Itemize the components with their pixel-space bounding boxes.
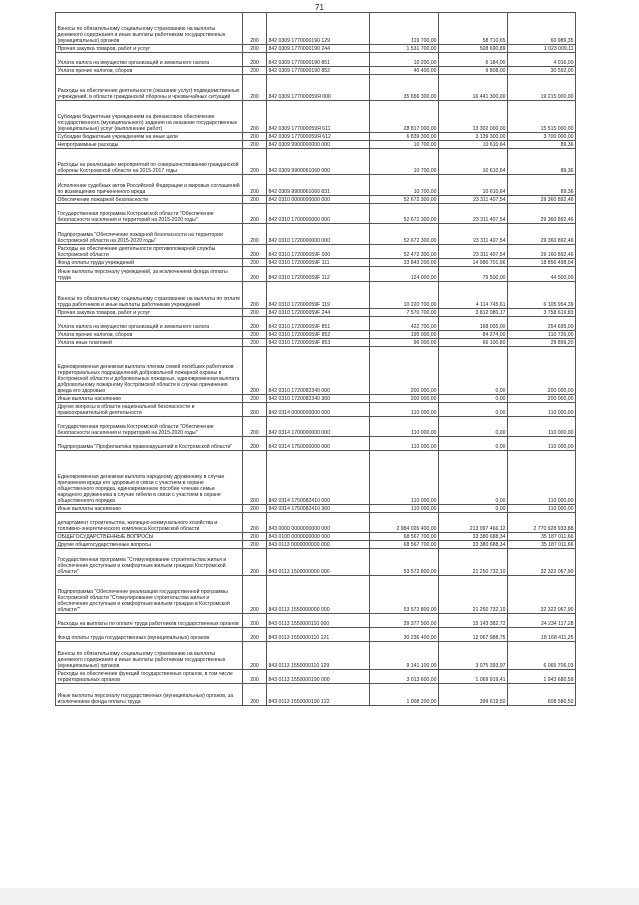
row-unexecuted-amount: 89,36	[508, 175, 576, 196]
row-classification-code: 842 0314 1750082410 360	[267, 505, 370, 513]
row-unexecuted-amount: 3 700 000,00	[508, 133, 576, 141]
row-unexecuted-amount: 200 000,00	[508, 395, 576, 403]
row-executed-amount: 33 380 688,34	[439, 533, 508, 541]
row-description: Подпрограмма "Профилактика правонарушений в Костромской области"	[56, 437, 243, 451]
row-approved-amount: 200 000,00	[370, 347, 439, 395]
table-row	[56, 505, 576, 513]
row-classification-code: 842 0310 1700000000 000	[267, 204, 370, 224]
row-classification-code: 842 0310 172000059F 119	[267, 282, 370, 309]
row-line-code: 200	[243, 642, 267, 670]
table-row	[56, 642, 576, 670]
row-classification-code: 842 0314 1700000000 000	[267, 417, 370, 437]
row-executed-amount: 10 610,64	[439, 149, 508, 175]
row-line-code: 200	[243, 417, 267, 437]
row-executed-amount: 3 139 300,00	[439, 133, 508, 141]
row-executed-amount: 9 808,00	[439, 67, 508, 75]
row-approved-amount: 68 567 700,00	[370, 541, 439, 549]
row-executed-amount: 66 100,80	[439, 339, 508, 347]
table-row	[56, 175, 576, 196]
row-description: Прочая закупка товаров, работ и услуг	[56, 309, 243, 317]
row-description: Субсидии бюджетным учреждениям на финансовое обеспечение государственного (муниципального) задания на оказание государственных (муниципальных) услуг (выполнение работ)	[56, 101, 243, 133]
row-classification-code: 842 0310 1720000000 000	[267, 224, 370, 245]
row-approved-amount: 124 000,00	[370, 267, 439, 282]
row-line-code: 200	[243, 282, 267, 309]
row-executed-amount: 168 005,00	[439, 317, 508, 331]
row-unexecuted-amount: 110 000,00	[508, 451, 576, 505]
row-executed-amount: 0,00	[439, 417, 508, 437]
row-classification-code: 843 0113 1550000110 121	[267, 628, 370, 642]
row-line-code: 200	[243, 259, 267, 267]
row-classification-code: 843 0100 0000000000 000	[267, 533, 370, 541]
row-classification-code: 842 0310 172000059F 244	[267, 309, 370, 317]
budget-table-container	[55, 12, 575, 706]
row-approved-amount: 1 531 700,00	[370, 45, 439, 53]
row-executed-amount: 13 302 000,00	[439, 101, 508, 133]
row-unexecuted-amount: 35 187 011,66	[508, 533, 576, 541]
row-unexecuted-amount: 35 187 011,66	[508, 541, 576, 549]
row-executed-amount: 21 250 732,10	[439, 549, 508, 576]
row-approved-amount: 3 013 600,00	[370, 670, 439, 684]
row-classification-code: 843 0113 1550000190 000	[267, 670, 370, 684]
row-description: Прочая закупка товаров, работ и услуг	[56, 45, 243, 53]
row-approved-amount: 30 236 400,00	[370, 628, 439, 642]
row-classification-code: 843 0113 1550000110 000	[267, 614, 370, 628]
row-description: Другие вопросы в области национальной безопасности и правоохранительной деятельности	[56, 403, 243, 417]
row-classification-code: 843 0113 1550000000 000	[267, 576, 370, 614]
table-row	[56, 267, 576, 282]
row-unexecuted-amount: 254 695,00	[508, 317, 576, 331]
table-row	[56, 101, 576, 133]
row-classification-code: 842 0310 172000059F 852	[267, 331, 370, 339]
row-approved-amount: 6 839 300,00	[370, 133, 439, 141]
row-classification-code: 843 0113 1550000110 129	[267, 642, 370, 670]
row-line-code: 200	[243, 141, 267, 149]
row-approved-amount: 96 000,00	[370, 339, 439, 347]
row-description: Взносы по обязательному социальному страхованию на выплаты по оплате труда работников и иные выплаты работникам учреждений	[56, 282, 243, 309]
row-line-code: 200	[243, 309, 267, 317]
row-classification-code: 842 0310 1720082340 000	[267, 347, 370, 395]
row-description: Государственная программа Костромской области "Обеспечение безопасности населения и территорий на 2015-2020 годы"	[56, 204, 243, 224]
table-row	[56, 670, 576, 684]
row-approved-amount: 52 672 300,00	[370, 224, 439, 245]
row-line-code: 200	[243, 403, 267, 417]
row-unexecuted-amount: 200 000,00	[508, 347, 576, 395]
row-executed-amount: 21 250 732,10	[439, 576, 508, 614]
row-executed-amount: 508 690,89	[439, 45, 508, 53]
row-executed-amount: 23 311 407,54	[439, 245, 508, 259]
row-unexecuted-amount: 110 000,00	[508, 437, 576, 451]
row-unexecuted-amount: 44 500,00	[508, 267, 576, 282]
row-description: Иные выплаты населению	[56, 505, 243, 513]
row-unexecuted-amount: 110 726,00	[508, 331, 576, 339]
row-executed-amount: 10 610,64	[439, 141, 508, 149]
row-description: Расходы на обеспечение функций государственных органов, в том числе территориальных органов	[56, 670, 243, 684]
table-row	[56, 513, 576, 533]
table-row	[56, 614, 576, 628]
row-description: Уплата налога на имущество организаций и земельного налога	[56, 53, 243, 67]
table-row	[56, 141, 576, 149]
row-unexecuted-amount: 29 360 892,46	[508, 204, 576, 224]
table-row	[56, 259, 576, 267]
scan-bottom-margin	[0, 888, 639, 905]
table-row	[56, 75, 576, 101]
row-description: Иные выплаты персоналу государственных (муниципальных) органов, за исключением фонда оплаты труда	[56, 684, 243, 706]
row-classification-code: 842 0310 0000000000 000	[267, 196, 370, 204]
row-approved-amount: 7 570 700,00	[370, 309, 439, 317]
row-classification-code: 843 0113 1550000190 122	[267, 684, 370, 706]
row-approved-amount: 110 000,00	[370, 505, 439, 513]
table-row	[56, 684, 576, 706]
row-description: Уплата иных платежей	[56, 339, 243, 347]
row-executed-amount: 23 311 407,54	[439, 196, 508, 204]
table-row	[56, 282, 576, 309]
row-approved-amount: 9 141 100,00	[370, 642, 439, 670]
row-unexecuted-amount: 60 989,35	[508, 13, 576, 45]
row-executed-amount: 14 986 701,96	[439, 259, 508, 267]
row-approved-amount: 110 000,00	[370, 417, 439, 437]
row-classification-code: 842 0314 1750000000 000	[267, 437, 370, 451]
row-executed-amount: 15 143 382,72	[439, 614, 508, 628]
row-approved-amount: 110 000,00	[370, 403, 439, 417]
row-line-code: 200	[243, 549, 267, 576]
row-executed-amount: 84 274,00	[439, 331, 508, 339]
table-row	[56, 317, 576, 331]
row-line-code: 200	[243, 245, 267, 259]
row-unexecuted-amount: 1 943 680,59	[508, 670, 576, 684]
row-executed-amount: 4 114 745,61	[439, 282, 508, 309]
row-classification-code: 842 0309 9900061060 831	[267, 175, 370, 196]
row-executed-amount: 6 184,00	[439, 53, 508, 67]
table-row	[56, 196, 576, 204]
row-classification-code: 843 0113 0000000000 000	[267, 541, 370, 549]
row-approved-amount: 2 984 026 400,00	[370, 513, 439, 533]
row-approved-amount: 40 400,00	[370, 67, 439, 75]
row-classification-code: 843 0000 0000000000 000	[267, 513, 370, 533]
row-approved-amount: 39 377 500,00	[370, 614, 439, 628]
row-line-code: 200	[243, 451, 267, 505]
row-executed-amount: 3 075 393,97	[439, 642, 508, 670]
row-unexecuted-amount: 3 758 619,83	[508, 309, 576, 317]
row-description: Расходы на обеспечение деятельности (оказание услуг) подведомственных учреждений, в области гражданской обороны и чрезвычайных ситуаций	[56, 75, 243, 101]
row-description: Подпрограмма "Обеспечение реализации государственной программы Костромской области "Стимулирование строительства жилья и обеспечение доступным и комфортным жильем граждан в Костромской области""	[56, 576, 243, 614]
row-description: Государственная программа "Стимулирование строительства жилья и обеспечение доступным и комфортным жильем граждан Костромской области"	[56, 549, 243, 576]
row-line-code: 200	[243, 684, 267, 706]
row-classification-code: 843 0113 1500000000 000	[267, 549, 370, 576]
row-approved-amount: 33 843 200,00	[370, 259, 439, 267]
table-row	[56, 451, 576, 505]
row-line-code: 200	[243, 576, 267, 614]
row-executed-amount: 58 710,65	[439, 13, 508, 45]
row-executed-amount: 23 311 407,54	[439, 204, 508, 224]
row-classification-code: 842 0309 1770000190 129	[267, 13, 370, 45]
row-classification-code: 842 0309 9900061060 000	[267, 149, 370, 175]
row-classification-code: 842 0310 172000059F 111	[267, 259, 370, 267]
row-line-code: 200	[243, 505, 267, 513]
row-description: Обеспечение пожарной безопасности	[56, 196, 243, 204]
row-approved-amount: 10 700,00	[370, 175, 439, 196]
row-line-code: 200	[243, 437, 267, 451]
row-unexecuted-amount: 110 000,00	[508, 403, 576, 417]
table-row	[56, 541, 576, 549]
row-line-code: 200	[243, 204, 267, 224]
row-executed-amount: 0,00	[439, 505, 508, 513]
row-unexecuted-amount: 110 000,00	[508, 417, 576, 437]
page-number: 71	[315, 3, 324, 12]
row-unexecuted-amount: 6 065 706,03	[508, 642, 576, 670]
row-line-code: 200	[243, 513, 267, 533]
row-description: Единовременная денежная выплата народному дружиннику в случае причинения вреда его здоровью в связи с участием в охране общественного порядка, единовременное пособие членам семьи народного дружинника в случае гибели в связи с участием в охране общественного порядка	[56, 451, 243, 505]
budget-execution-table	[55, 12, 576, 706]
row-unexecuted-amount: 19 215 000,00	[508, 75, 576, 101]
row-classification-code: 842 0309 177000059Я 612	[267, 133, 370, 141]
row-unexecuted-amount: 18 856 498,04	[508, 259, 576, 267]
row-description: Фонд оплаты труда учреждений	[56, 259, 243, 267]
row-executed-amount: 3 812 080,17	[439, 309, 508, 317]
row-description: Уплата налога на имущество организаций и земельного налога	[56, 317, 243, 331]
row-classification-code: 842 0309 177000059Я 000	[267, 75, 370, 101]
row-description: Непрограммные расходы	[56, 141, 243, 149]
row-description: Другие общегосударственные вопросы	[56, 541, 243, 549]
row-description: Единовременная денежная выплата членам семей погибших работников территориальных подразделений добровольной пожарной охраны в Костромской области и добровольных пожарных, единовременная выплата добровольному пожарному Костромской области в случае причинения вреда его здоровью	[56, 347, 243, 395]
table-row	[56, 347, 576, 395]
row-line-code: 200	[243, 347, 267, 395]
row-line-code: 200	[243, 628, 267, 642]
row-unexecuted-amount: 32 322 067,90	[508, 576, 576, 614]
row-executed-amount: 0,00	[439, 451, 508, 505]
row-classification-code: 842 0309 9900000000 000	[267, 141, 370, 149]
row-approved-amount: 35 656 300,00	[370, 75, 439, 101]
row-classification-code: 842 0310 172000059F 851	[267, 317, 370, 331]
row-unexecuted-amount: 18 168 411,25	[508, 628, 576, 642]
row-classification-code: 842 0309 1770000190 852	[267, 67, 370, 75]
row-line-code: 200	[243, 75, 267, 101]
row-approved-amount: 10 220 700,00	[370, 282, 439, 309]
row-unexecuted-amount: 89,36	[508, 141, 576, 149]
table-row	[56, 67, 576, 75]
row-executed-amount: 213 097 466,12	[439, 513, 508, 533]
table-row	[56, 13, 576, 45]
row-executed-amount: 0,00	[439, 395, 508, 403]
row-approved-amount: 68 567 700,00	[370, 533, 439, 541]
row-unexecuted-amount: 24 234 117,28	[508, 614, 576, 628]
row-approved-amount: 200 000,00	[370, 395, 439, 403]
row-approved-amount: 110 000,00	[370, 451, 439, 505]
row-approved-amount: 1 008 200,00	[370, 684, 439, 706]
table-row	[56, 576, 576, 614]
row-unexecuted-amount: 32 322 067,90	[508, 549, 576, 576]
table-row	[56, 309, 576, 317]
row-approved-amount: 52 672 300,00	[370, 196, 439, 204]
table-row	[56, 53, 576, 67]
row-line-code: 200	[243, 149, 267, 175]
row-classification-code: 842 0309 1770000190 244	[267, 45, 370, 53]
table-row	[56, 331, 576, 339]
row-description: Расходы на обеспечение деятельности противопожарной службы Костромской области	[56, 245, 243, 259]
row-line-code: 200	[243, 331, 267, 339]
row-unexecuted-amount: 29 360 892,46	[508, 196, 576, 204]
row-description: Взносы по обязательному социальному страхованию на выплаты денежного содержания и иные выплаты работникам государственных (муниципальных) органов	[56, 13, 243, 45]
row-line-code: 200	[243, 614, 267, 628]
row-description: ОБЩЕГОСУДАРСТВЕННЫЕ ВОПРОСЫ	[56, 533, 243, 541]
table-row	[56, 417, 576, 437]
row-classification-code: 842 0310 172000059F 853	[267, 339, 370, 347]
table-row	[56, 403, 576, 417]
table-row	[56, 245, 576, 259]
row-classification-code: 842 0309 177000059Я 611	[267, 101, 370, 133]
row-line-code: 200	[243, 533, 267, 541]
row-line-code: 200	[243, 133, 267, 141]
row-unexecuted-amount: 30 592,00	[508, 67, 576, 75]
table-row	[56, 133, 576, 141]
row-approved-amount: 53 572 800,00	[370, 576, 439, 614]
row-approved-amount: 110 000,00	[370, 437, 439, 451]
row-approved-amount: 119 700,00	[370, 13, 439, 45]
row-executed-amount: 1 069 919,41	[439, 670, 508, 684]
row-approved-amount: 10 700,00	[370, 141, 439, 149]
row-unexecuted-amount: 1 023 009,11	[508, 45, 576, 53]
table-row	[56, 437, 576, 451]
row-approved-amount: 28 817 000,00	[370, 101, 439, 133]
row-executed-amount: 0,00	[439, 403, 508, 417]
row-classification-code: 842 0314 1750082410 000	[267, 451, 370, 505]
row-description: Иные выплаты персоналу учреждений, за исключением фонда оплаты труда	[56, 267, 243, 282]
row-description: Фонд оплаты труда государственных (муниципальных) органов	[56, 628, 243, 642]
table-row	[56, 533, 576, 541]
row-approved-amount: 10 700,00	[370, 149, 439, 175]
row-description: Подпрограмма "Обеспечение пожарной безопасности на территории Костромской области на 2015-2020 годы"	[56, 224, 243, 245]
row-line-code: 200	[243, 339, 267, 347]
row-description: Уплата прочих налогов, сборов	[56, 331, 243, 339]
row-executed-amount: 0,00	[439, 347, 508, 395]
row-unexecuted-amount: 89,36	[508, 149, 576, 175]
table-row	[56, 149, 576, 175]
row-classification-code: 842 0310 172000059F 112	[267, 267, 370, 282]
row-approved-amount: 53 572 800,00	[370, 549, 439, 576]
row-description: Субсидии бюджетным учреждениям на иные цели	[56, 133, 243, 141]
row-description: Расходы на реализацию мероприятий по совершенствованию гражданской обороны Костромской области на 2015-2017 годы	[56, 149, 243, 175]
row-line-code: 200	[243, 670, 267, 684]
row-executed-amount: 399 619,50	[439, 684, 508, 706]
row-executed-amount: 12 067 988,75	[439, 628, 508, 642]
row-description: Иные выплаты населению	[56, 395, 243, 403]
row-unexecuted-amount: 29 360 892,46	[508, 224, 576, 245]
row-line-code: 200	[243, 53, 267, 67]
row-unexecuted-amount: 4 016,00	[508, 53, 576, 67]
row-line-code: 200	[243, 541, 267, 549]
table-row	[56, 224, 576, 245]
row-line-code: 200	[243, 395, 267, 403]
row-executed-amount: 33 380 688,34	[439, 541, 508, 549]
row-unexecuted-amount: 15 515 000,00	[508, 101, 576, 133]
row-approved-amount: 10 200,00	[370, 53, 439, 67]
row-executed-amount: 79 500,00	[439, 267, 508, 282]
row-classification-code: 842 0314 0000000000 000	[267, 403, 370, 417]
row-line-code: 200	[243, 175, 267, 196]
row-unexecuted-amount: 29 899,20	[508, 339, 576, 347]
row-executed-amount: 0,00	[439, 437, 508, 451]
table-row	[56, 204, 576, 224]
row-description: Государственная программа Костромской области "Обеспечение безопасности населения и территорий на 2015-2020 годы"	[56, 417, 243, 437]
table-row	[56, 549, 576, 576]
table-row	[56, 45, 576, 53]
row-description: Расходы на выплаты по оплате труда работников государственных органов	[56, 614, 243, 628]
row-unexecuted-amount: 2 770 928 933,88	[508, 513, 576, 533]
row-line-code: 200	[243, 13, 267, 45]
row-description: Взносы по обязательному социальному страхованию на выплаты денежного содержания и иные выплаты работникам государственных (муниципальных) органов	[56, 642, 243, 670]
row-unexecuted-amount: 6 105 954,39	[508, 282, 576, 309]
row-line-code: 200	[243, 267, 267, 282]
row-description: Исполнение судебных актов Российской Федерации и мировых соглашений по возмещению причиненного вреда	[56, 175, 243, 196]
row-line-code: 200	[243, 101, 267, 133]
row-classification-code: 842 0310 172000059F 000	[267, 245, 370, 259]
row-line-code: 200	[243, 67, 267, 75]
row-approved-amount: 52 672 300,00	[370, 204, 439, 224]
row-approved-amount: 195 000,00	[370, 331, 439, 339]
row-unexecuted-amount: 608 580,50	[508, 684, 576, 706]
row-line-code: 200	[243, 317, 267, 331]
table-row	[56, 395, 576, 403]
row-approved-amount: 52 472 300,00	[370, 245, 439, 259]
row-line-code: 200	[243, 45, 267, 53]
table-row	[56, 339, 576, 347]
table-row	[56, 628, 576, 642]
row-description: Уплата прочих налогов, сборов	[56, 67, 243, 75]
row-line-code: 200	[243, 196, 267, 204]
row-unexecuted-amount: 29 160 892,46	[508, 245, 576, 259]
row-executed-amount: 16 441 300,00	[439, 75, 508, 101]
row-classification-code: 842 0310 1720082340 360	[267, 395, 370, 403]
row-line-code: 200	[243, 224, 267, 245]
row-unexecuted-amount: 110 000,00	[508, 505, 576, 513]
row-executed-amount: 10 610,64	[439, 175, 508, 196]
row-description: департамент строительства, жилищно-коммунального хозяйства и топливно-энергетического комплекса Костромской области	[56, 513, 243, 533]
row-classification-code: 842 0309 1770000190 851	[267, 53, 370, 67]
row-approved-amount: 422 700,00	[370, 317, 439, 331]
row-executed-amount: 23 311 407,54	[439, 224, 508, 245]
